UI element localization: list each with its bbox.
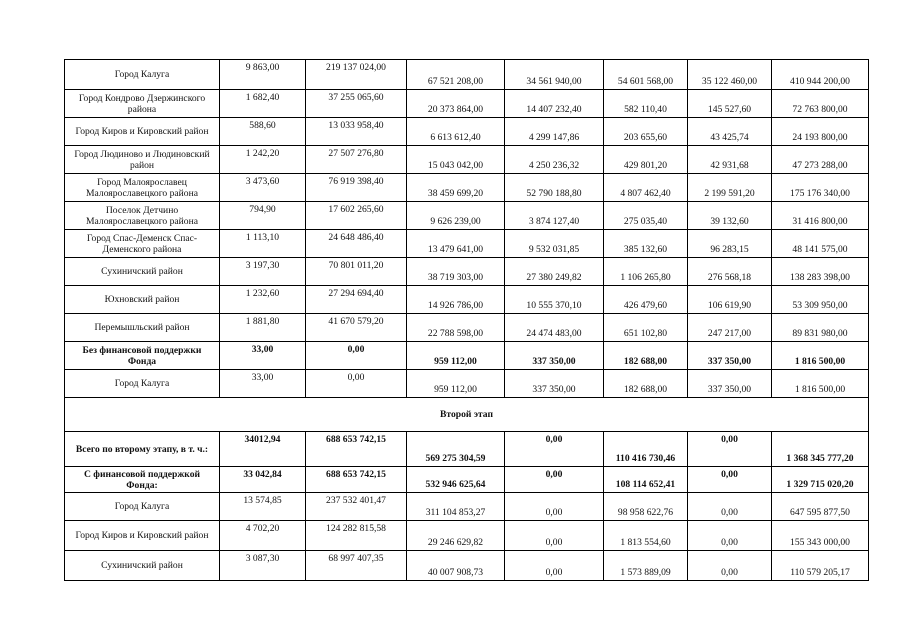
value-cell-3: 9 626 239,00 xyxy=(407,202,505,230)
table-row xyxy=(65,90,869,118)
value-cell-1: 3 473,60 xyxy=(220,174,306,202)
value-cell-6: 337 350,00 xyxy=(688,370,772,398)
value-cell-2: 41 670 579,20 xyxy=(306,314,407,342)
value-cell-7: 1 368 345 777,20 xyxy=(772,432,869,467)
value-cell-6: 247 217,00 xyxy=(688,314,772,342)
value-cell-4: 34 561 940,00 xyxy=(505,60,604,90)
value-cell-4: 24 474 483,00 xyxy=(505,314,604,342)
territory-cell: Сухиничский район xyxy=(65,258,220,286)
value-cell-3: 40 007 908,73 xyxy=(407,551,505,581)
value-cell-3: 14 926 786,00 xyxy=(407,286,505,314)
territory-cell: Город Спас-Деменск Спас-Деменского района xyxy=(65,230,220,258)
table-row xyxy=(65,342,869,370)
table-row xyxy=(65,286,869,314)
value-cell-5: 1 573 889,09 xyxy=(604,551,688,581)
table-row xyxy=(65,230,869,258)
value-cell-5: 275 035,40 xyxy=(604,202,688,230)
value-cell-4: 10 555 370,10 xyxy=(505,286,604,314)
value-cell-1: 33 042,84 xyxy=(220,467,306,493)
territory-cell: Город Кондрово Дзержинского района xyxy=(65,90,220,118)
value-cell-3: 38 459 699,20 xyxy=(407,174,505,202)
value-cell-3: 20 373 864,00 xyxy=(407,90,505,118)
table-row xyxy=(65,551,869,581)
table-row xyxy=(65,521,869,551)
territory-cell: Город Калуга xyxy=(65,493,220,521)
value-cell-1: 33,00 xyxy=(220,370,306,398)
value-cell-5: 4 807 462,40 xyxy=(604,174,688,202)
value-cell-3: 29 246 629,82 xyxy=(407,521,505,551)
value-cell-7: 110 579 205,17 xyxy=(772,551,869,581)
stage-header-row xyxy=(65,398,869,432)
value-cell-4: 0,00 xyxy=(505,493,604,521)
value-cell-5: 203 655,60 xyxy=(604,118,688,146)
value-cell-2: 24 648 486,40 xyxy=(306,230,407,258)
value-cell-3: 959 112,00 xyxy=(407,370,505,398)
value-cell-5: 1 813 554,60 xyxy=(604,521,688,551)
value-cell-5: 182 688,00 xyxy=(604,370,688,398)
value-cell-7: 53 309 950,00 xyxy=(772,286,869,314)
table-row xyxy=(65,370,869,398)
table-row xyxy=(65,202,869,230)
value-cell-1: 794,90 xyxy=(220,202,306,230)
territory-cell: С финансовой поддержкой Фонда: xyxy=(65,467,220,493)
value-cell-2: 219 137 024,00 xyxy=(306,60,407,90)
table-row xyxy=(65,146,869,174)
territory-cell: Без финансовой поддержки Фонда xyxy=(65,342,220,370)
value-cell-3: 6 613 612,40 xyxy=(407,118,505,146)
value-cell-7: 1 816 500,00 xyxy=(772,342,869,370)
value-cell-2: 688 653 742,15 xyxy=(306,432,407,467)
value-cell-2: 27 507 276,80 xyxy=(306,146,407,174)
territory-cell: Город Киров и Кировский район xyxy=(65,118,220,146)
territory-cell: Сухиничский район xyxy=(65,551,220,581)
value-cell-5: 54 601 568,00 xyxy=(604,60,688,90)
table-row xyxy=(65,258,869,286)
value-cell-1: 33,00 xyxy=(220,342,306,370)
table-row xyxy=(65,174,869,202)
value-cell-2: 68 997 407,35 xyxy=(306,551,407,581)
value-cell-6: 0,00 xyxy=(688,432,772,467)
table-row xyxy=(65,432,869,467)
value-cell-5: 385 132,60 xyxy=(604,230,688,258)
value-cell-5: 108 114 652,41 xyxy=(604,467,688,493)
territory-cell: Город Калуга xyxy=(65,60,220,90)
value-cell-4: 0,00 xyxy=(505,467,604,493)
value-cell-2: 17 602 265,60 xyxy=(306,202,407,230)
territory-cell: Город Людиново и Людиновский район xyxy=(65,146,220,174)
value-cell-5: 582 110,40 xyxy=(604,90,688,118)
value-cell-7: 72 763 800,00 xyxy=(772,90,869,118)
value-cell-5: 182 688,00 xyxy=(604,342,688,370)
value-cell-1: 3 087,30 xyxy=(220,551,306,581)
value-cell-3: 569 275 304,59 xyxy=(407,432,505,467)
value-cell-7: 24 193 800,00 xyxy=(772,118,869,146)
value-cell-5: 110 416 730,46 xyxy=(604,432,688,467)
table-row xyxy=(65,60,869,90)
territory-cell: Всего по второму этапу, в т. ч.: xyxy=(65,432,220,467)
territory-cell: Город Киров и Кировский район xyxy=(65,521,220,551)
territory-cell: Город Калуга xyxy=(65,370,220,398)
value-cell-7: 89 831 980,00 xyxy=(772,314,869,342)
value-cell-2: 13 033 958,40 xyxy=(306,118,407,146)
table-row xyxy=(65,314,869,342)
territory-cell: Юхновский район xyxy=(65,286,220,314)
funding-table xyxy=(64,59,869,581)
value-cell-3: 22 788 598,00 xyxy=(407,314,505,342)
value-cell-5: 98 958 622,76 xyxy=(604,493,688,521)
value-cell-6: 106 619,90 xyxy=(688,286,772,314)
value-cell-6: 42 931,68 xyxy=(688,146,772,174)
value-cell-6: 0,00 xyxy=(688,521,772,551)
value-cell-6: 96 283,15 xyxy=(688,230,772,258)
value-cell-2: 76 919 398,40 xyxy=(306,174,407,202)
value-cell-6: 145 527,60 xyxy=(688,90,772,118)
value-cell-1: 13 574,85 xyxy=(220,493,306,521)
value-cell-2: 0,00 xyxy=(306,342,407,370)
value-cell-1: 1 242,20 xyxy=(220,146,306,174)
value-cell-1: 1 682,40 xyxy=(220,90,306,118)
value-cell-5: 651 102,80 xyxy=(604,314,688,342)
value-cell-4: 337 350,00 xyxy=(505,370,604,398)
value-cell-7: 410 944 200,00 xyxy=(772,60,869,90)
value-cell-7: 48 141 575,00 xyxy=(772,230,869,258)
value-cell-6: 39 132,60 xyxy=(688,202,772,230)
value-cell-2: 37 255 065,60 xyxy=(306,90,407,118)
value-cell-4: 52 790 188,80 xyxy=(505,174,604,202)
value-cell-6: 0,00 xyxy=(688,551,772,581)
value-cell-6: 43 425,74 xyxy=(688,118,772,146)
table-row xyxy=(65,118,869,146)
value-cell-3: 67 521 208,00 xyxy=(407,60,505,90)
value-cell-6: 35 122 460,00 xyxy=(688,60,772,90)
value-cell-1: 34012,94 xyxy=(220,432,306,467)
value-cell-1: 3 197,30 xyxy=(220,258,306,286)
table-row xyxy=(65,467,869,493)
value-cell-3: 532 946 625,64 xyxy=(407,467,505,493)
value-cell-2: 688 653 742,15 xyxy=(306,467,407,493)
value-cell-5: 426 479,60 xyxy=(604,286,688,314)
value-cell-2: 70 801 011,20 xyxy=(306,258,407,286)
value-cell-1: 9 863,00 xyxy=(220,60,306,90)
value-cell-5: 429 801,20 xyxy=(604,146,688,174)
value-cell-2: 237 532 401,47 xyxy=(306,493,407,521)
value-cell-1: 4 702,20 xyxy=(220,521,306,551)
value-cell-2: 124 282 815,58 xyxy=(306,521,407,551)
value-cell-3: 38 719 303,00 xyxy=(407,258,505,286)
value-cell-6: 0,00 xyxy=(688,493,772,521)
value-cell-4: 0,00 xyxy=(505,521,604,551)
value-cell-7: 647 595 877,50 xyxy=(772,493,869,521)
value-cell-6: 0,00 xyxy=(688,467,772,493)
stage-title: Второй этап xyxy=(65,398,869,432)
value-cell-7: 155 343 000,00 xyxy=(772,521,869,551)
value-cell-1: 1 881,80 xyxy=(220,314,306,342)
value-cell-3: 13 479 641,00 xyxy=(407,230,505,258)
value-cell-6: 337 350,00 xyxy=(688,342,772,370)
value-cell-2: 0,00 xyxy=(306,370,407,398)
value-cell-6: 2 199 591,20 xyxy=(688,174,772,202)
value-cell-4: 3 874 127,40 xyxy=(505,202,604,230)
value-cell-4: 4 299 147,86 xyxy=(505,118,604,146)
value-cell-4: 9 532 031,85 xyxy=(505,230,604,258)
value-cell-4: 337 350,00 xyxy=(505,342,604,370)
value-cell-7: 47 273 288,00 xyxy=(772,146,869,174)
value-cell-1: 1 113,10 xyxy=(220,230,306,258)
value-cell-3: 959 112,00 xyxy=(407,342,505,370)
territory-cell: Перемышльский район xyxy=(65,314,220,342)
value-cell-1: 588,60 xyxy=(220,118,306,146)
territory-cell: Поселок Детчино Малоярославецкого района xyxy=(65,202,220,230)
value-cell-4: 27 380 249,82 xyxy=(505,258,604,286)
table-row xyxy=(65,493,869,521)
value-cell-6: 276 568,18 xyxy=(688,258,772,286)
value-cell-4: 0,00 xyxy=(505,551,604,581)
value-cell-7: 31 416 800,00 xyxy=(772,202,869,230)
value-cell-3: 15 043 042,00 xyxy=(407,146,505,174)
value-cell-4: 4 250 236,32 xyxy=(505,146,604,174)
value-cell-4: 14 407 232,40 xyxy=(505,90,604,118)
value-cell-1: 1 232,60 xyxy=(220,286,306,314)
value-cell-4: 0,00 xyxy=(505,432,604,467)
territory-cell: Город Малоярославец Малоярославецкого района xyxy=(65,174,220,202)
value-cell-7: 175 176 340,00 xyxy=(772,174,869,202)
value-cell-7: 138 283 398,00 xyxy=(772,258,869,286)
value-cell-7: 1 329 715 020,20 xyxy=(772,467,869,493)
value-cell-7: 1 816 500,00 xyxy=(772,370,869,398)
value-cell-3: 311 104 853,27 xyxy=(407,493,505,521)
value-cell-2: 27 294 694,40 xyxy=(306,286,407,314)
value-cell-5: 1 106 265,80 xyxy=(604,258,688,286)
